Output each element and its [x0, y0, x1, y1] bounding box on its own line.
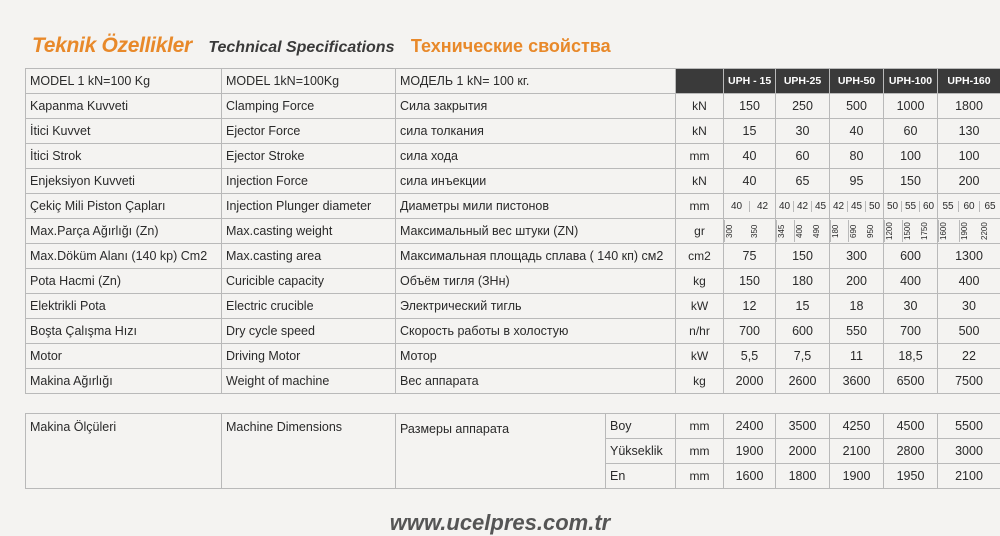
dim-value: 2800	[884, 439, 938, 464]
row-label-ru: сила инъекции	[396, 169, 676, 194]
model-uph100: UPH-100	[884, 69, 938, 94]
row-unit: kW	[676, 294, 724, 319]
row-value: 60	[884, 119, 938, 144]
row-value: 130	[938, 119, 1000, 144]
row-label-ru: Диаметры мили пистонов	[396, 194, 676, 219]
dim-value: 4500	[884, 414, 938, 439]
title-ru: Технические свойства	[411, 36, 611, 56]
row-value: 600	[884, 244, 938, 269]
dimension-row	[26, 414, 1000, 439]
row-unit: kg	[676, 269, 724, 294]
row-value: 7,5	[776, 344, 830, 369]
dim-value: 4250	[830, 414, 884, 439]
row-value: 30	[884, 294, 938, 319]
row-unit: kW	[676, 344, 724, 369]
row-value: 150	[724, 269, 776, 294]
row-value: 65	[776, 169, 830, 194]
row-value: 600	[776, 319, 830, 344]
row-unit: kg	[676, 369, 724, 394]
row-value: 7500	[938, 369, 1000, 394]
row-label-ru: сила толкания	[396, 119, 676, 144]
row-label-en: Weight of machine	[222, 369, 396, 394]
title-en: Technical Specifications	[208, 39, 394, 56]
row-unit: mm	[676, 194, 724, 219]
row-label-ru: Вес аппарата	[396, 369, 676, 394]
weight-values: 1200 1500 1750	[884, 220, 937, 242]
weight-values: 180 690 950	[830, 220, 883, 242]
weight-values: 300 350	[724, 220, 775, 242]
row-value: 22	[938, 344, 1000, 369]
row-value: 150	[776, 244, 830, 269]
row-label-ru: Скорость работы в холостую	[396, 319, 676, 344]
dimensions-table	[25, 413, 1000, 489]
spec-row	[26, 344, 1000, 369]
plunger-row	[26, 194, 1000, 219]
row-value: 1000	[884, 94, 938, 119]
dim-label-en: Machine Dimensions	[222, 414, 396, 489]
row-value: 15	[724, 119, 776, 144]
dim-value: 2000	[776, 439, 830, 464]
row-value: 75	[724, 244, 776, 269]
dim-unit: mm	[676, 464, 724, 489]
dim-value: 1900	[724, 439, 776, 464]
row-label-tr: İtici Kuvvet	[26, 119, 222, 144]
weight-row	[26, 219, 1000, 244]
header-en: MODEL 1kN=100Kg	[222, 69, 396, 94]
row-value: 6500	[884, 369, 938, 394]
row-label-tr: Kapanma Kuvveti	[26, 94, 222, 119]
row-label-en: Clamping Force	[222, 94, 396, 119]
dim-unit: mm	[676, 414, 724, 439]
weight-values: 1600 1900 2200	[938, 220, 1000, 242]
row-value: 15	[776, 294, 830, 319]
dim-label: En	[606, 464, 676, 489]
row-value: 100	[938, 144, 1000, 169]
row-value: 11	[830, 344, 884, 369]
row-unit: kN	[676, 94, 724, 119]
row-value: 30	[776, 119, 830, 144]
row-value: 18	[830, 294, 884, 319]
model-uph15: UPH - 15	[724, 69, 776, 94]
plunger-values: 50 55 60	[884, 201, 937, 212]
spec-row	[26, 144, 1000, 169]
row-unit: n/hr	[676, 319, 724, 344]
dim-value: 1600	[724, 464, 776, 489]
row-unit: kN	[676, 119, 724, 144]
row-value: 12	[724, 294, 776, 319]
dim-value: 3500	[776, 414, 830, 439]
plunger-values: 40 42 45	[776, 201, 829, 212]
row-label-tr: Boşta Çalışma Hızı	[26, 319, 222, 344]
row-label-tr: Max.Parça Ağırlığı (Zn)	[26, 219, 222, 244]
spec-row	[26, 319, 1000, 344]
spec-row	[26, 244, 1000, 269]
row-label-en: Injection Plunger diameter	[222, 194, 396, 219]
row-value: 60	[776, 144, 830, 169]
row-label-en: Max.casting weight	[222, 219, 396, 244]
row-unit: mm	[676, 144, 724, 169]
row-label-tr: Makina Ağırlığı	[26, 369, 222, 394]
spec-row	[26, 169, 1000, 194]
row-unit: kN	[676, 169, 724, 194]
row-value: 150	[724, 94, 776, 119]
dim-label-ru: Размеры аппарата	[396, 414, 606, 489]
row-value: 250	[776, 94, 830, 119]
row-value: 200	[938, 169, 1000, 194]
row-value: 5,5	[724, 344, 776, 369]
page-title	[32, 34, 611, 58]
spec-row	[26, 269, 1000, 294]
spec-row	[26, 119, 1000, 144]
dim-value: 1950	[884, 464, 938, 489]
row-label-ru: Электрический тигль	[396, 294, 676, 319]
dim-value: 1900	[830, 464, 884, 489]
row-value: 40	[830, 119, 884, 144]
row-value: 400	[938, 269, 1000, 294]
row-value: 1800	[938, 94, 1000, 119]
row-value: 95	[830, 169, 884, 194]
plunger-values: 55 60 65	[938, 201, 1000, 212]
row-label-ru: Максимальная площадь сплава ( 140 кп) см2	[396, 244, 676, 269]
row-value: 150	[884, 169, 938, 194]
row-value: 200	[830, 269, 884, 294]
dim-value: 2400	[724, 414, 776, 439]
row-label-tr: Elektrikli Pota	[26, 294, 222, 319]
row-label-en: Driving Motor	[222, 344, 396, 369]
spec-table	[25, 68, 1000, 394]
header-ru: МОДЕЛЬ 1 kN= 100 кг.	[396, 69, 676, 94]
dim-label-tr: Makina Ölçüleri	[26, 414, 222, 489]
website-url: www.ucelpres.com.tr	[0, 510, 1000, 536]
plunger-values: 42 45 50	[830, 201, 883, 212]
row-label-ru: Мотор	[396, 344, 676, 369]
row-value: 180	[776, 269, 830, 294]
model-uph50: UPH-50	[830, 69, 884, 94]
header-unit	[676, 69, 724, 94]
row-unit: cm2	[676, 244, 724, 269]
dim-label: Yükseklik	[606, 439, 676, 464]
row-label-tr: Enjeksiyon Kuvveti	[26, 169, 222, 194]
row-value: 1300	[938, 244, 1000, 269]
weight-values: 345 400 490	[776, 220, 829, 242]
row-value: 2600	[776, 369, 830, 394]
title-tr: Teknik Özellikler	[32, 34, 192, 57]
row-label-en: Dry cycle speed	[222, 319, 396, 344]
row-label-en: Max.casting area	[222, 244, 396, 269]
row-value: 40	[724, 169, 776, 194]
row-label-tr: İtici Strok	[26, 144, 222, 169]
row-value: 3600	[830, 369, 884, 394]
row-value: 400	[884, 269, 938, 294]
row-value: 30	[938, 294, 1000, 319]
row-value: 700	[724, 319, 776, 344]
dim-value: 3000	[938, 439, 1000, 464]
row-label-en: Ejector Force	[222, 119, 396, 144]
row-label-en: Injection Force	[222, 169, 396, 194]
dim-value: 2100	[938, 464, 1000, 489]
dim-value: 5500	[938, 414, 1000, 439]
row-value: 80	[830, 144, 884, 169]
header-row	[26, 69, 1000, 94]
row-label-ru: сила хода	[396, 144, 676, 169]
dim-unit: mm	[676, 439, 724, 464]
model-uph25: UPH-25	[776, 69, 830, 94]
row-label-en: Curicible capacity	[222, 269, 396, 294]
spec-row	[26, 294, 1000, 319]
row-label-tr: Motor	[26, 344, 222, 369]
row-value: 500	[938, 319, 1000, 344]
dim-value: 1800	[776, 464, 830, 489]
dim-value: 2100	[830, 439, 884, 464]
row-value: 550	[830, 319, 884, 344]
row-label-tr: Pota Hacmi (Zn)	[26, 269, 222, 294]
row-value: 700	[884, 319, 938, 344]
row-label-en: Ejector Stroke	[222, 144, 396, 169]
row-unit: gr	[676, 219, 724, 244]
dim-label: Boy	[606, 414, 676, 439]
row-value: 18,5	[884, 344, 938, 369]
row-label-ru: Максимальный вес штуки (ZN)	[396, 219, 676, 244]
row-label-ru: Объём тигля (ЗНн)	[396, 269, 676, 294]
spec-row	[26, 94, 1000, 119]
row-value: 100	[884, 144, 938, 169]
row-value: 40	[724, 144, 776, 169]
row-value: 2000	[724, 369, 776, 394]
row-label-tr: Max.Döküm Alanı (140 kp) Cm2	[26, 244, 222, 269]
spec-row	[26, 369, 1000, 394]
row-label-en: Electric crucible	[222, 294, 396, 319]
row-label-tr: Çekiç Mili Piston Çapları	[26, 194, 222, 219]
header-tr: MODEL 1 kN=100 Kg	[26, 69, 222, 94]
row-value: 300	[830, 244, 884, 269]
row-label-ru: Сила закрытия	[396, 94, 676, 119]
plunger-values: 40 42	[724, 201, 775, 212]
row-value: 500	[830, 94, 884, 119]
model-uph160: UPH-160	[938, 69, 1000, 94]
